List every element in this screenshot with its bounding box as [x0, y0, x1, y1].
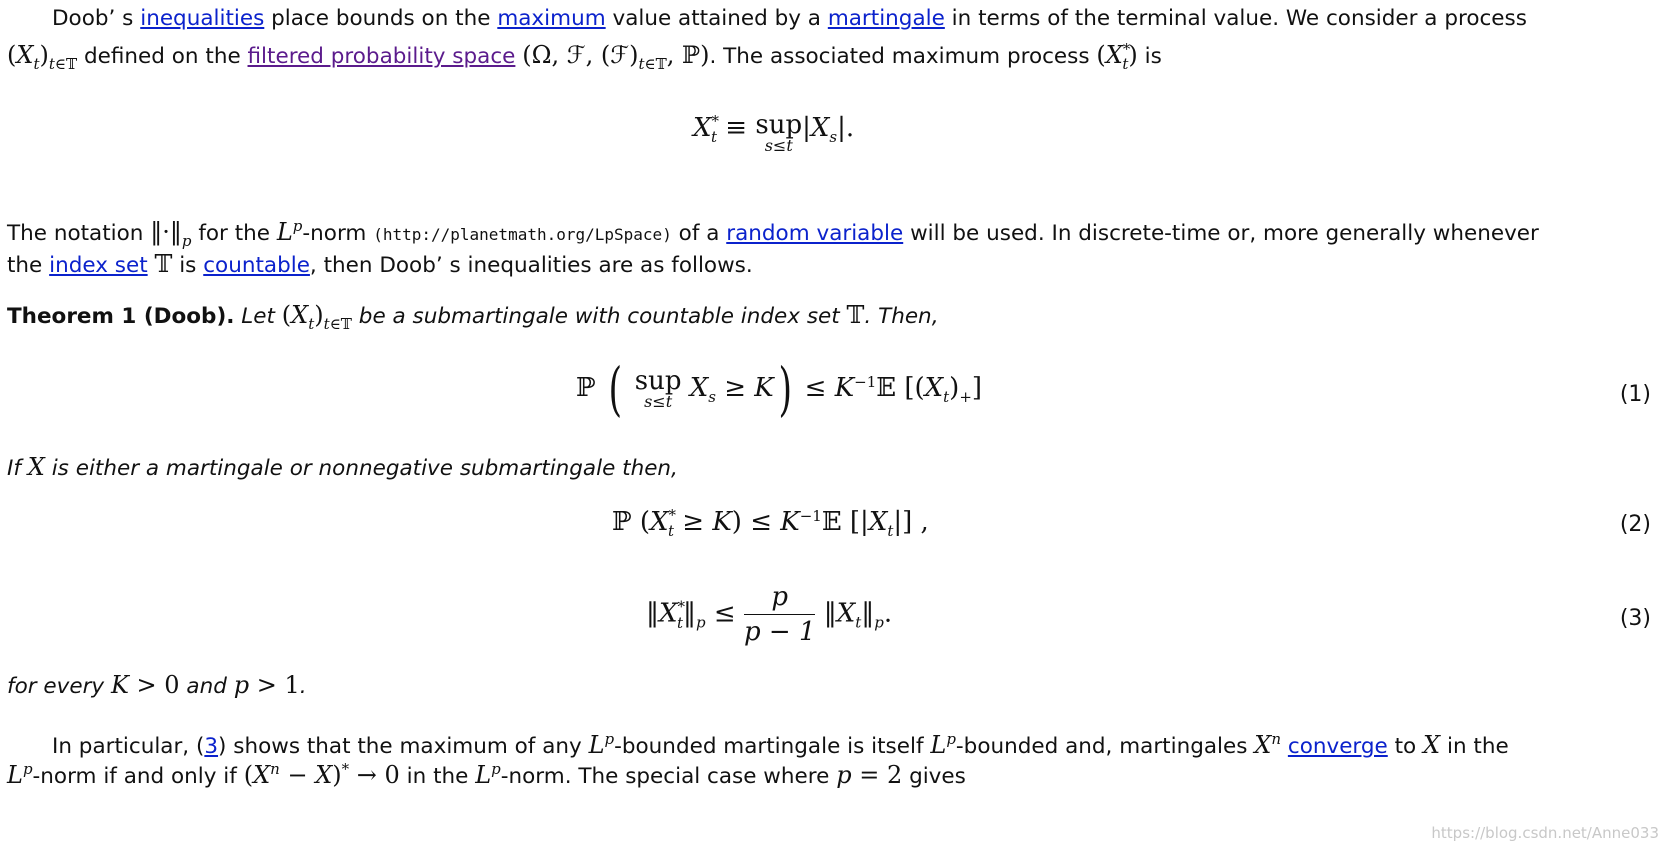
- equation-1: ℙ ( sup s≤t $X_s \ge K$) ≤ $K^{-1}𝔼$ $[(X_t)_+]$: [576, 355, 983, 423]
- equation-2: ℙ $(X^*_t \ge K)$ ≤ $K^{-1}𝔼$ $[|X_t|]$ ,: [612, 506, 929, 540]
- watermark: https://blog.csdn.net/Anne033: [1431, 824, 1659, 842]
- intro-line-1: [52, 4, 1527, 34]
- link-converge[interactable]: converge: [1287, 734, 1388, 759]
- text: for every: [7, 674, 105, 699]
- math-Xn: $X^n$: [1254, 730, 1282, 759]
- link-equation-3[interactable]: 3: [204, 734, 219, 759]
- text: . Then,: [864, 304, 939, 329]
- text: in the: [1446, 734, 1509, 759]
- text: is either a martingale or nonnegative submartingale then,: [51, 456, 678, 481]
- equation-number-2: (2): [1619, 512, 1651, 537]
- math-lp: $L^p$: [276, 217, 303, 246]
- text: In particular, (: [52, 734, 205, 759]
- link-countable[interactable]: countable: [203, 253, 310, 278]
- math-lp: $L^p$: [7, 760, 33, 789]
- text: . The associated maximum process: [709, 44, 1090, 69]
- link-random-variable[interactable]: random variable: [726, 221, 904, 246]
- theorem-statement: [7, 300, 939, 339]
- for-every-line: for every K > 0 and p > 1.: [7, 671, 307, 699]
- condition-line: [7, 452, 678, 484]
- math-convergence: $(X^n - X)^* \to 0$: [243, 760, 400, 789]
- text: is: [179, 253, 197, 278]
- text: of a: [678, 221, 720, 246]
- text: ) shows that the maximum of any: [218, 734, 582, 759]
- text: , then Doob’ s inequalities are as follows.: [309, 253, 753, 278]
- text: If: [7, 456, 21, 481]
- text: be a submartingale with countable index set: [358, 304, 840, 329]
- math-lp: $L^p$: [588, 730, 615, 759]
- math-process: $(X_t)_{t\in 𝕋}$: [7, 41, 78, 73]
- math-X: X: [27, 453, 45, 481]
- math-p-equals-2: p = 2: [836, 761, 903, 789]
- sup-operator: sup s≤t: [755, 110, 803, 155]
- notation-line-2: [7, 249, 753, 281]
- text: Doob’ s: [52, 6, 134, 31]
- math-T: 𝕋: [846, 301, 865, 329]
- url-text: (http://planetmath.org/LpSpace): [373, 225, 672, 244]
- text: Let: [241, 304, 275, 329]
- link-index-set[interactable]: index set: [49, 253, 148, 278]
- math-space: (Ω, ℱ, $(ℱ)_{t\in 𝕋}$, ℙ): [522, 41, 710, 73]
- link-maximum[interactable]: maximum: [497, 6, 606, 31]
- theorem-label: Theorem 1 (Doob).: [7, 304, 235, 329]
- particular-line-2: [7, 754, 966, 792]
- text: to: [1394, 734, 1417, 759]
- text: place bounds on the: [271, 6, 491, 31]
- text: in terms of the terminal value. We consider a process: [951, 6, 1527, 31]
- fraction: $\frac{p}{p - 1}$: [743, 582, 816, 647]
- link-martingale[interactable]: martingale: [827, 6, 945, 31]
- text: -bounded martingale is itself: [614, 734, 924, 759]
- sup-operator: sup s≤t: [634, 366, 682, 411]
- math-lp: $L^p$: [475, 760, 501, 789]
- text: defined on the: [84, 44, 241, 69]
- text: and: [186, 674, 227, 699]
- link-filtered-probability-space[interactable]: filtered probability space: [247, 44, 516, 69]
- text: in the: [406, 764, 469, 789]
- text: -norm: [302, 221, 367, 246]
- math-maxprocess: $(X^*_t)$: [1096, 40, 1138, 73]
- equation-number-3: (3): [1619, 606, 1651, 631]
- math-p-condition: p > 1: [233, 671, 300, 699]
- math-norm: $‖\cdot‖_p$: [150, 218, 192, 250]
- text: is: [1144, 44, 1162, 69]
- text: for the: [198, 221, 271, 246]
- text: -norm if and only if: [32, 764, 237, 789]
- text: gives: [909, 764, 966, 789]
- equation-maximum-process: $X^*_t$ ≡ sup s≤t $|X_s|$.: [693, 110, 855, 155]
- equation-number-1: (1): [1619, 382, 1651, 407]
- math-X: X: [1423, 731, 1441, 759]
- text: the: [7, 253, 43, 278]
- math-process: $(X_t)_{t\in 𝕋}$: [281, 301, 352, 333]
- text: value attained by a: [612, 6, 821, 31]
- math-lp: $L^p$: [930, 730, 956, 759]
- math-K-condition: K > 0: [110, 671, 180, 699]
- math-T: 𝕋: [154, 250, 173, 278]
- text: -norm. The special case where: [500, 764, 830, 789]
- link-inequalities[interactable]: inequalities: [140, 6, 265, 31]
- intro-line-2: [7, 34, 1162, 79]
- text: will be used. In discrete-time or, more generally whenever: [910, 221, 1539, 246]
- text: The notation: [7, 221, 144, 246]
- equation-3: $‖X^*_t‖_p$ ≤ $\frac{p}{p - 1}$ $‖X_t‖_p$.: [646, 582, 893, 647]
- text: -bounded and, martingales: [955, 734, 1248, 759]
